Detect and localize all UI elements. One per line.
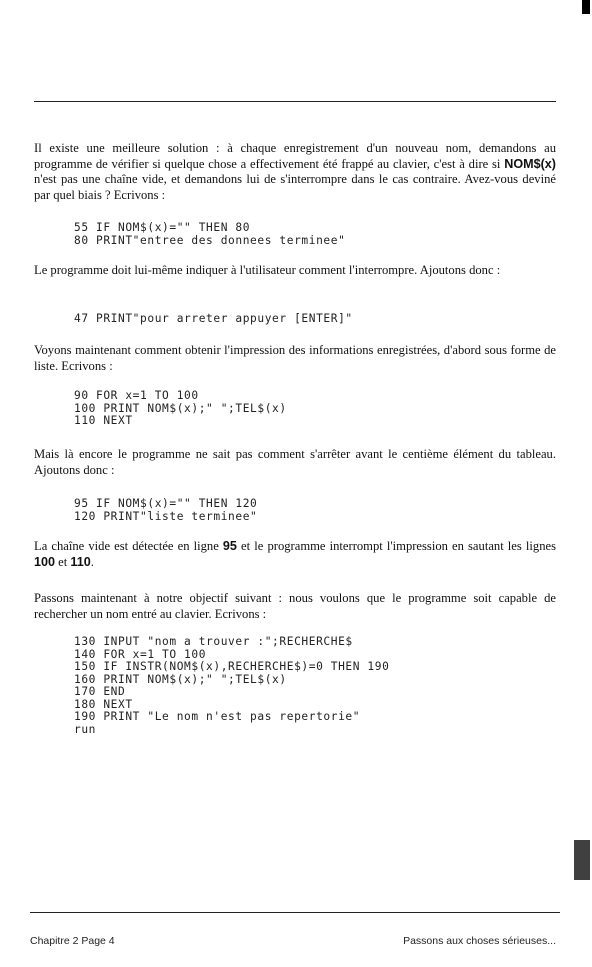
paragraph-empty-string-a: La chaîne vide est détectée en ligne	[34, 539, 223, 553]
paragraph-search: Passons maintenant à notre objectif suivant : nous voulons que le programme soit capable de rechercher un nom entré au clavier. Ecrivons :	[34, 591, 556, 621]
bottom-rule	[30, 912, 560, 913]
paragraph-empty-string-c: et le programme interrompt l'impression en sautant les lignes	[236, 539, 556, 553]
paragraph-intro-text: Il existe une meilleure solution : à chaque enregistrement d'un nouveau nom, demandons au programme de vérifier si quelque chose a effectivement été frappé au clavier, c'est à dire si	[34, 141, 556, 171]
line-number-95: 95	[222, 539, 237, 553]
paragraph-empty-string-d: et	[55, 554, 71, 569]
paragraph-empty-string	[34, 539, 556, 570]
line-number-100: 100	[34, 554, 56, 569]
top-rule	[34, 101, 556, 102]
paragraph-listing: Voyons maintenant comment obtenir l'impression des informations enregistrées, d'abord sous forme de liste. Ecrivons :	[34, 343, 556, 373]
scan-mark-edge	[574, 840, 590, 880]
scan-mark-top	[582, 0, 590, 14]
line-number-110: 110	[70, 554, 91, 569]
footer-chapter-page: Chapitre 2 Page 4	[30, 935, 115, 947]
paragraph-stop: Mais là encore le programme ne sait pas comment s'arrêter avant le centième élément du tableau. Ajoutons donc :	[34, 447, 556, 477]
paragraph-empty-string-e: .	[90, 554, 94, 569]
code-block-5: 130 INPUT "nom a trouver :";RECHERCHE$ 140 FOR x=1 TO 100 150 IF INSTR(NOM$(x),RECHERCHE$)=0 THEN 190 160 PRINT NOM$(x);" ";TEL$(x) 170 END 180 NEXT 190 PRINT "Le nom n'est pas repertorie" run	[74, 635, 390, 736]
code-block-1: 55 IF NOM$(x)="" THEN 80 80 PRINT"entree des donnees terminee"	[74, 221, 346, 247]
code-block-4: 95 IF NOM$(x)="" THEN 120 120 PRINT"liste terminee"	[74, 497, 258, 523]
paragraph-intro	[34, 141, 556, 203]
code-block-3: 90 FOR x=1 TO 100 100 PRINT NOM$(x);" ";TEL$(x) 110 NEXT	[74, 389, 287, 427]
paragraph-interrupt: Le programme doit lui-même indiquer à l'utilisateur comment l'interrompre. Ajoutons donc :	[34, 263, 501, 277]
paragraph-intro-rest: n'est pas une chaîne vide, et demandons lui de s'interrompre dans le cas contraire. Avez-vous deviné par quel biais ? Ecrivons :	[34, 172, 556, 202]
footer-running-title: Passons aux choses sérieuses...	[403, 935, 556, 947]
variable-name-bold: NOM$(x)	[504, 156, 556, 171]
code-block-2: 47 PRINT"pour arreter appuyer [ENTER]"	[74, 312, 353, 325]
